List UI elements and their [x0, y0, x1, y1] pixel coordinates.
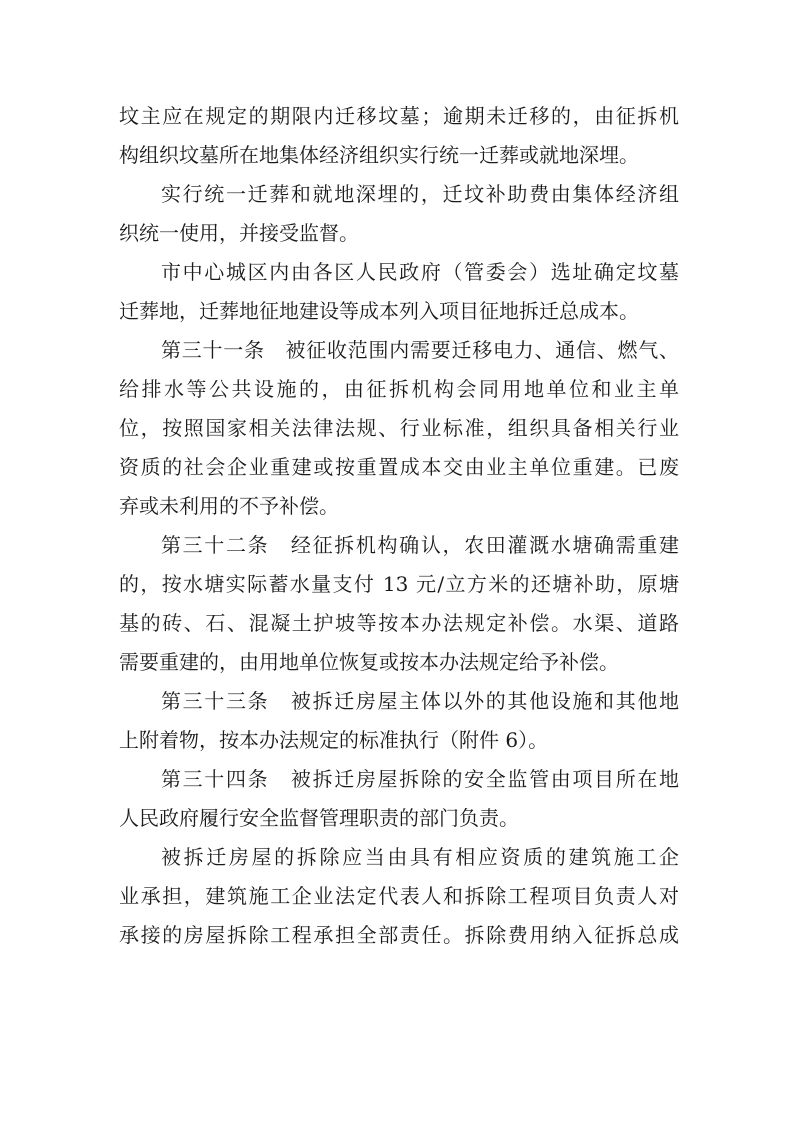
- text-line: 基的砖、石、混凝土护坡等按本办法规定补偿。水渠、道路: [119, 611, 679, 635]
- text-line: 市中心城区内由各区人民政府（管委会）选址确定坟墓: [161, 260, 679, 284]
- text-line: 资质的社会企业重建或按重置成本交由业主单位重建。已废: [119, 455, 679, 479]
- text-line: 构组织坟墓所在地集体经济组织实行统一迁葬或就地深埋。: [119, 143, 639, 167]
- text-line: 人民政府履行安全监督管理职责的部门负责。: [119, 806, 519, 830]
- article-34-heading-line: 第三十四条 被拆迁房屋拆除的安全监管由项目所在地: [161, 767, 679, 791]
- text-line: 需要重建的，由用地单位恢复或按本办法规定给予补偿。: [119, 650, 619, 674]
- text-line: 弃或未利用的不予补偿。: [119, 494, 339, 518]
- text-line: 位，按照国家相关法律法规、行业标准，组织具备相关行业: [119, 416, 679, 440]
- text-line: 给排水等公共设施的，由征拆机构会同用地单位和业主单: [119, 377, 679, 401]
- text-line: 织统一使用，并接受监督。: [119, 221, 359, 245]
- text-line: 上附着物，按本办法规定的标准执行（附件 6）。: [119, 728, 549, 752]
- text-line: 被拆迁房屋的拆除应当由具有相应资质的建筑施工企: [161, 845, 679, 869]
- text-line: 承接的房屋拆除工程承担全部责任。拆除费用纳入征拆总成: [119, 923, 679, 947]
- article-32-heading-line: 第三十二条 经征拆机构确认，农田灌溉水塘确需重建: [161, 533, 679, 557]
- text-line: 业承担，建筑施工企业法定代表人和拆除工程项目负责人对: [119, 884, 679, 908]
- text-line: 实行统一迁葬和就地深埋的，迁坟补助费由集体经济组: [161, 182, 679, 206]
- body-text: [119, 97, 679, 955]
- text-line: 的，按水塘实际蓄水量支付 13 元/立方米的还塘补助，原塘: [119, 572, 679, 596]
- text-line: 迁葬地，迁葬地征地建设等成本列入项目征地拆迁总成本。: [119, 299, 639, 323]
- text-line: 坟主应在规定的期限内迁移坟墓；逾期未迁移的，由征拆机: [119, 104, 679, 128]
- article-31-heading-line: 第三十一条 被征收范围内需要迁移电力、通信、燃气、: [161, 338, 679, 362]
- article-33-heading-line: 第三十三条 被拆迁房屋主体以外的其他设施和其他地: [161, 689, 679, 713]
